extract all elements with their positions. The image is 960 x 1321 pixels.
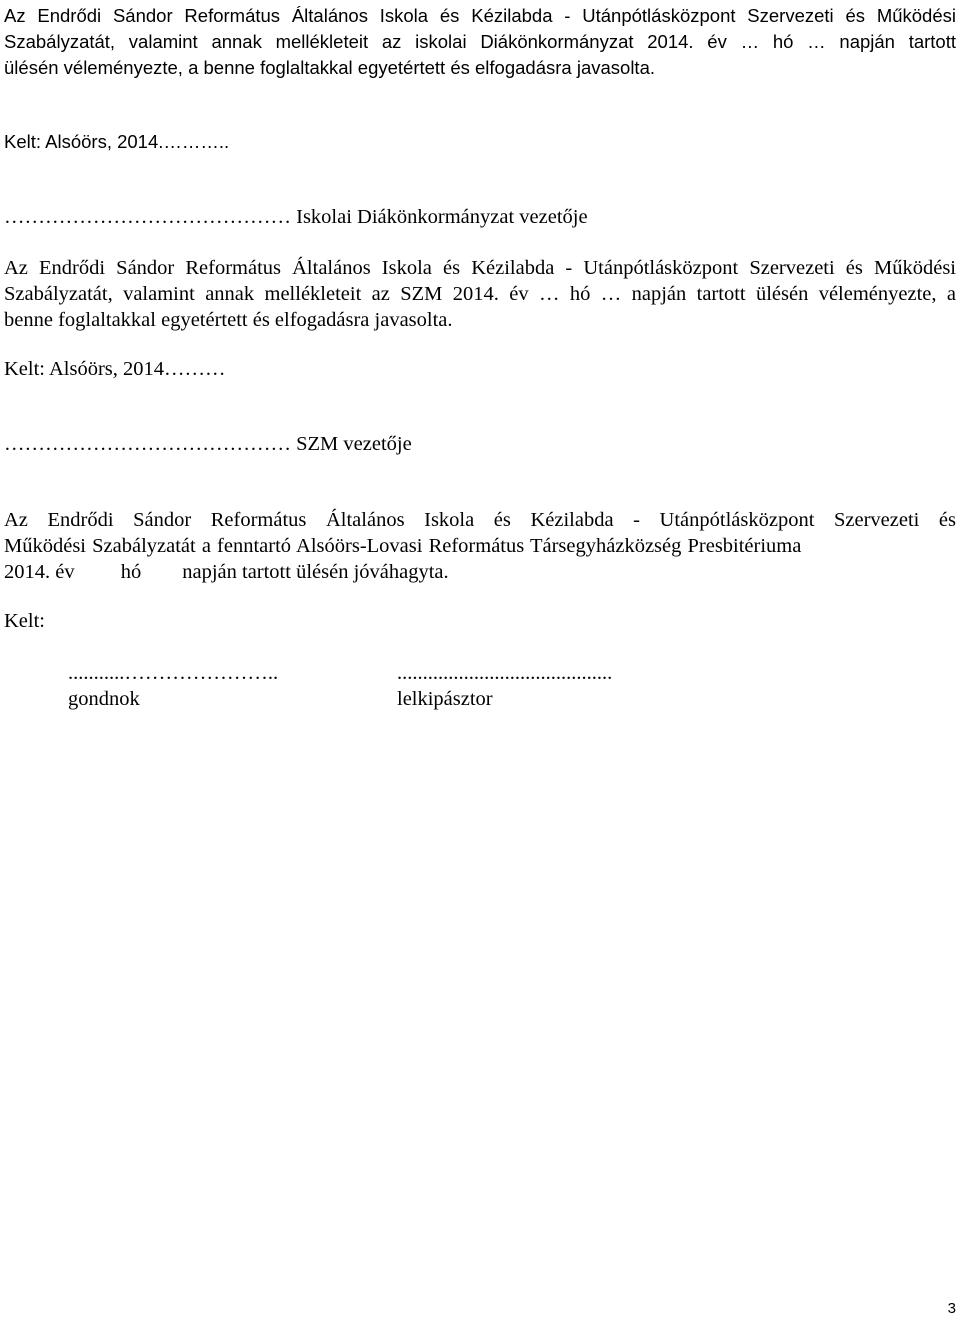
- signature-gondnok-role: gondnok: [68, 688, 140, 710]
- page-number: 3: [947, 1300, 956, 1317]
- paragraph3-line2: Működési Szabályzatát a fenntartó Alsóörs-Lovasi Református Társegyházközség Presbitériuma: [4, 535, 802, 557]
- date-line2: Kelt: Alsóörs, 2014………: [4, 358, 226, 380]
- signature-lelkipasztor: [397, 660, 612, 712]
- paragraph2-line3: benne foglaltakkal egyetértett és elfogadásra javasolta.: [4, 309, 453, 331]
- signature-line-diakonkormanyzat: …………………………………… Iskolai Diákönkormányzat vezetője: [4, 206, 588, 228]
- signature-gondnok-dots: ...........…………………..: [68, 662, 279, 684]
- date-line1: Kelt: Alsóörs, 2014.………..: [4, 131, 230, 152]
- paragraph3-line1: Az Endrődi Sándor Református Általános Iskola és Kézilabda - Utánpótlásközpont Szervezeti és: [4, 509, 956, 531]
- paragraph2-line1: Az Endrődi Sándor Református Általános Iskola és Kézilabda - Utánpótlásközpont Szervezeti és Működési: [4, 257, 956, 279]
- signature-gondnok: [68, 660, 278, 712]
- signature-lelkipasztor-dots: ..........................................: [397, 662, 613, 684]
- paragraph1-line1: Az Endrődi Sándor Református Általános Iskola és Kézilabda - Utánpótlásközpont Szervezeti és Működési: [4, 5, 956, 26]
- signature-line-szm: …………………………………… SZM vezetője: [4, 433, 412, 455]
- paragraph1-line3: ülésén véleményezte, a benne foglaltakkal egyetértett és elfogadásra javasolta.: [4, 57, 655, 78]
- paragraph2-line2: Szabályzatát, valamint annak mellékleteit az SZM 2014. év … hó … napján tartott ülésén véleményezte, a: [4, 283, 956, 305]
- date-line3: Kelt:: [4, 610, 45, 632]
- paragraph3-line3: 2014. év hó napján tartott ülésén jóváhagyta.: [4, 561, 449, 583]
- signature-lelkipasztor-role: lelkipásztor: [397, 688, 493, 710]
- paragraph1-line2: Szabályzatát, valamint annak mellékleteit az iskolai Diákönkormányzat 2014. év … hó … napján tartott: [4, 31, 956, 52]
